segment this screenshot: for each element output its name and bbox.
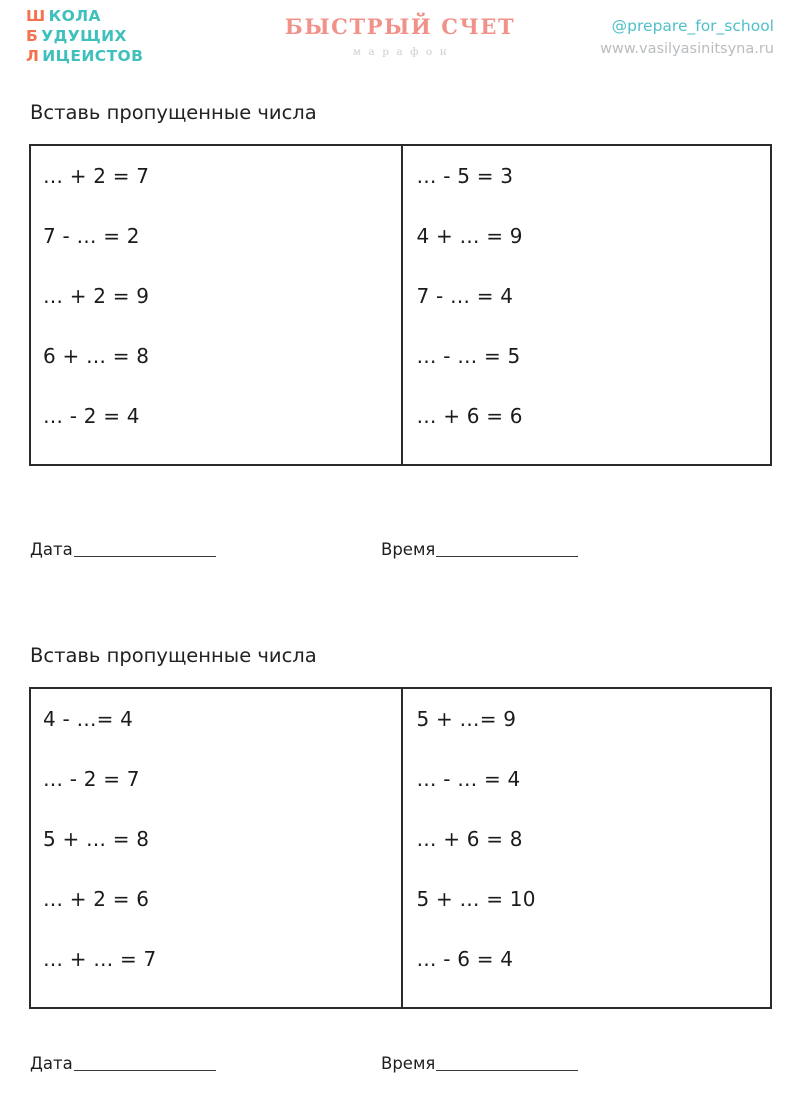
worksheet-section-1 <box>0 100 800 466</box>
worksheet-section-2 <box>0 643 800 1009</box>
date-field[interactable] <box>30 538 216 562</box>
date-field[interactable] <box>30 1052 216 1076</box>
exercise-table <box>29 144 772 466</box>
page-header <box>0 0 800 88</box>
meta-row-2 <box>0 1052 800 1078</box>
equation-item[interactable]: … - … = 5 <box>416 344 521 368</box>
time-write-line[interactable] <box>436 1070 578 1071</box>
equation-item[interactable]: … + 2 = 9 <box>43 284 150 308</box>
equation-item[interactable]: 4 - …= 4 <box>43 707 134 731</box>
exercise-column-right <box>401 146 771 464</box>
equation-item[interactable]: 5 + … = 10 <box>416 887 536 911</box>
equation-item[interactable]: 7 - … = 4 <box>416 284 514 308</box>
brand-logo-dropcap: Л <box>26 47 40 65</box>
time-write-line[interactable] <box>436 556 578 557</box>
time-field[interactable] <box>381 538 578 562</box>
equation-item[interactable]: 7 - … = 2 <box>43 224 140 248</box>
time-field[interactable] <box>381 1052 578 1076</box>
brand-logo-word: КОЛА <box>48 7 101 25</box>
equation-item[interactable]: 5 + … = 8 <box>43 827 150 851</box>
brand-logo-line-3 <box>26 46 143 66</box>
contact-block <box>600 14 774 60</box>
exercise-column-right <box>401 689 771 1007</box>
date-label: Дата <box>30 540 73 559</box>
equation-item[interactable]: … + 2 = 6 <box>43 887 150 911</box>
equation-item[interactable]: … - 2 = 7 <box>43 767 140 791</box>
page-title: Вставь пропущенные числа <box>30 101 317 124</box>
date-write-line[interactable] <box>74 1070 216 1071</box>
brand-logo-word: УДУЩИХ <box>41 27 127 45</box>
equation-item[interactable]: … + … = 7 <box>43 947 157 971</box>
social-handle: @prepare_for_school <box>611 17 774 35</box>
equation-item[interactable]: … - 6 = 4 <box>416 947 514 971</box>
equation-item[interactable]: 6 + … = 8 <box>43 344 150 368</box>
brand-logo-line-2 <box>26 26 143 46</box>
time-label: Время <box>381 1054 436 1073</box>
time-label: Время <box>381 540 436 559</box>
equation-item[interactable]: 5 + …= 9 <box>416 707 517 731</box>
equation-item[interactable]: … + 6 = 6 <box>416 404 523 428</box>
marathon-subtitle: марафон <box>352 46 455 58</box>
page-title: Вставь пропущенные числа <box>30 644 317 667</box>
brand-logo <box>26 6 143 66</box>
equation-item[interactable]: … - … = 4 <box>416 767 521 791</box>
brand-logo-line-1 <box>26 6 143 26</box>
brand-logo-word: ИЦЕИСТОВ <box>42 47 144 65</box>
date-write-line[interactable] <box>74 556 216 557</box>
equation-item[interactable]: … - 5 = 3 <box>416 164 514 188</box>
website-url: www.vasilyasinitsyna.ru <box>600 41 774 57</box>
exercise-column-left <box>31 146 401 464</box>
meta-row-1 <box>0 538 800 564</box>
equation-item[interactable]: … + 2 = 7 <box>43 164 150 188</box>
date-label: Дата <box>30 1054 73 1073</box>
equation-item[interactable]: … - 2 = 4 <box>43 404 140 428</box>
brand-logo-dropcap: Ш <box>26 7 46 25</box>
marathon-title: БЫСТРЫЙ СЧЕТ <box>284 14 516 39</box>
brand-logo-dropcap: Б <box>26 27 39 45</box>
exercise-column-left <box>31 689 401 1007</box>
equation-item[interactable]: … + 6 = 8 <box>416 827 523 851</box>
exercise-table <box>29 687 772 1009</box>
equation-item[interactable]: 4 + … = 9 <box>416 224 523 248</box>
